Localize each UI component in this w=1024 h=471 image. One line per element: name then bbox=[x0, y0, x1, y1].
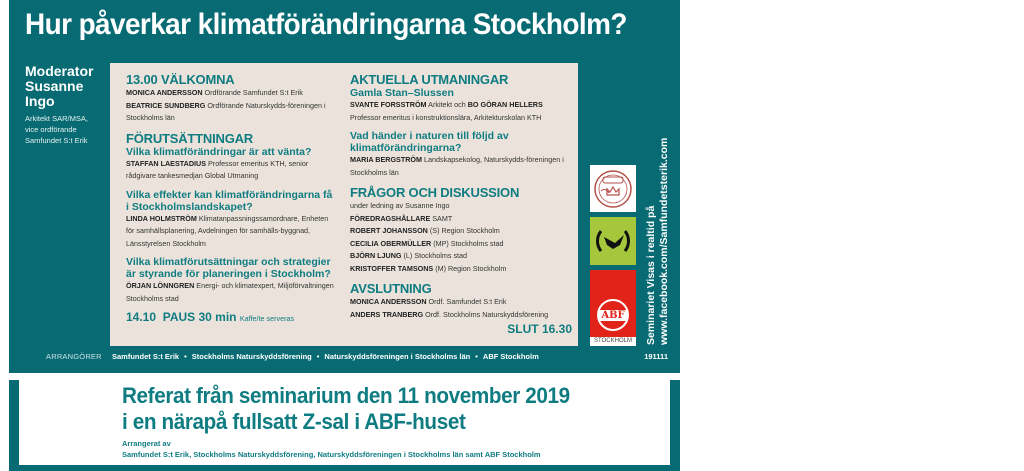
speaker-entry bbox=[350, 296, 572, 309]
organizer-item: ABF Stockholm bbox=[482, 352, 539, 361]
report-title-line: i en närapå fullsatt Z-sal i ABF-huset bbox=[122, 409, 466, 434]
panel-name: KRISTOFFER TAMSONS bbox=[350, 263, 434, 273]
organizers-bar bbox=[9, 352, 680, 368]
moderator-block bbox=[25, 64, 115, 146]
moderator-desc-line: Samfundet S:t Erik bbox=[25, 136, 88, 145]
arranged-organizers: Samfundet S:t Erik, Stockholms Naturskyddsförening, Naturskyddsföreningen i Stockholms län samt ABF Stockholm bbox=[122, 450, 541, 459]
panel-entry bbox=[350, 263, 572, 276]
panel-role: (M) Region Stockholm bbox=[435, 263, 507, 273]
panel-entry bbox=[350, 250, 572, 263]
pause-note: Kaffe/te serveras bbox=[239, 314, 295, 323]
moderator-firstname: Susanne bbox=[25, 78, 84, 94]
speaker-entry bbox=[126, 158, 336, 183]
moderator-lastname: Ingo bbox=[25, 93, 55, 109]
panel-role: (MP) Stockholms stad bbox=[433, 238, 504, 248]
speaker-name: MONICA ANDERSSON bbox=[350, 297, 427, 306]
prerequisites-heading: FÖRUTSÄTTNINGAR bbox=[126, 130, 253, 146]
panel-name: ROBERT JOHANSSON bbox=[350, 226, 428, 235]
topic-question: Vilka klimatförutsättningar och strategier är styrande för planeringen i Stockholm? bbox=[126, 256, 331, 280]
speaker-name: STAFFAN LAESTADIUS bbox=[126, 158, 206, 168]
moderator-description bbox=[25, 113, 115, 146]
panel-entry bbox=[350, 238, 572, 251]
program-column-left bbox=[126, 72, 336, 324]
speaker-name: MARIA BERGSTRÖM bbox=[350, 155, 423, 164]
abf-text: ABF bbox=[601, 309, 625, 321]
speaker-entry bbox=[126, 87, 336, 100]
topic-question: Vilka effekter kan klimatförändringarna få i Stockholmslandskapet? bbox=[126, 188, 333, 213]
organizer-item: Stockholms Naturskyddsförening bbox=[191, 352, 312, 361]
samfundet-st-erik-logo bbox=[590, 165, 636, 212]
speaker-role: Professor emeritus i konstruktionslära, Arkitekturskolan KTH bbox=[350, 112, 542, 122]
report-title-line: Referat från seminarium den 11 november 2019 bbox=[122, 383, 570, 408]
poster-title: Hur påverkar klimatförändringarna Stockholm? bbox=[25, 8, 627, 41]
report-banner bbox=[9, 380, 680, 471]
speaker-role: Landskapsekolog, Naturskydds-föreningen i Stockholms län bbox=[350, 155, 564, 177]
speaker-role: Ordförande Naturskydds-föreningen i Stockholms län bbox=[126, 100, 326, 122]
separator-dot: • bbox=[316, 352, 320, 361]
speakers-label: FÖREDRAGSHÅLLARE bbox=[350, 213, 431, 223]
moderator-label: Moderator bbox=[25, 63, 94, 79]
speaker-entry bbox=[126, 100, 336, 125]
welcome-heading: 13.00 VÄLKOMNA bbox=[126, 72, 235, 87]
pause-label: PAUS 30 min bbox=[162, 310, 237, 324]
topic-question: Gamla Stan–Slussen bbox=[350, 87, 454, 99]
speaker-role: Professor emeritus KTH, senior rådgivare tankesmedjan Global Utmaning bbox=[126, 158, 309, 180]
speaker-entry bbox=[350, 99, 572, 124]
speaker-role: Energi- och klimatexpert, Miljöförvaltningen Stockholms stad bbox=[126, 281, 334, 303]
topic-question: Vad händer i naturen till följd av klimatförändringarna? bbox=[350, 130, 509, 154]
topic-question: Vilka klimatförändringar är att vänta? bbox=[126, 145, 312, 158]
speaker-role: Ordf. Stockholms Naturskyddsförening bbox=[425, 309, 549, 319]
naturskyddsforeningen-logo bbox=[590, 217, 636, 265]
speaker-name: LINDA HOLMSTRÖM bbox=[126, 213, 197, 223]
organizers-label: ARRANGÖRER bbox=[46, 352, 102, 361]
organizers-list bbox=[112, 352, 539, 361]
pause-line bbox=[126, 310, 336, 324]
speaker-role: Klimatanpassningssamordnare, Enheten för samhällsplanering, Avdelningen för samhälls-byggnad, Länsstyrelsen Stockholm bbox=[126, 213, 329, 248]
livestream-notice bbox=[645, 115, 671, 345]
separator-dot: • bbox=[184, 352, 187, 361]
speaker-name: ÖRJAN LÖNNGREN bbox=[126, 281, 195, 290]
program-box bbox=[110, 63, 578, 346]
organizer-item: Samfundet S:t Erik bbox=[112, 352, 180, 361]
report-content bbox=[19, 380, 670, 465]
bird-icon bbox=[593, 221, 633, 261]
panel-entry bbox=[350, 225, 572, 238]
closing-heading: AVSLUTNING bbox=[350, 281, 432, 296]
arranged-label: Arrangerat av bbox=[122, 439, 171, 448]
speaker-name: BO GÖRAN HELLERS bbox=[467, 100, 543, 109]
abf-circle-icon bbox=[597, 299, 629, 331]
report-title bbox=[122, 383, 570, 435]
seminar-poster bbox=[9, 0, 680, 373]
discussion-heading: FRÅGOR OCH DISKUSSION bbox=[350, 185, 520, 200]
date-code: 191111 bbox=[644, 352, 668, 361]
speaker-name: SVANTE FORSSTRÖM bbox=[350, 100, 427, 109]
facebook-link[interactable]: www.facebook.com/Samfundetsterik.com bbox=[658, 137, 670, 345]
speaker-name: MONICA ANDERSSON bbox=[126, 88, 203, 97]
panel-role: (S) Region Stockholm bbox=[429, 226, 500, 235]
crown-seal-icon bbox=[593, 169, 633, 209]
speaker-name: BEATRICE SUNDBERG bbox=[126, 100, 206, 110]
abf-subtitle: STOCKHOLM bbox=[590, 337, 636, 346]
speaker-entry bbox=[126, 213, 336, 251]
program-column-right bbox=[350, 72, 572, 336]
abf-logo bbox=[590, 270, 636, 346]
arranged-by bbox=[122, 438, 541, 460]
moderator-desc-line: vice ordförande bbox=[25, 125, 77, 134]
panel-role: (L) Stockholms stad bbox=[403, 251, 468, 260]
pause-time: 14.10 bbox=[126, 310, 157, 324]
end-time: SLUT 16.30 bbox=[507, 322, 572, 336]
speaker-entry bbox=[350, 154, 572, 179]
speaker-role: Arkitekt och bbox=[428, 100, 466, 109]
challenges-heading: AKTUELLA UTMANINGAR bbox=[350, 72, 509, 87]
speakers-line bbox=[350, 213, 572, 226]
panel-name: CECILIA OBERMÜLLER bbox=[350, 238, 432, 248]
speakers-suffix: SAMT bbox=[432, 213, 453, 223]
speaker-role: Ordf. Samfundet S:t Erik bbox=[428, 297, 507, 306]
speaker-entry bbox=[350, 309, 572, 322]
organizer-item: Naturskyddsföreningen i Stockholms län bbox=[324, 352, 471, 361]
panel-name: BJÖRN LJUNG bbox=[350, 251, 402, 260]
livestream-text: Seminariet Visas i realtid på bbox=[645, 205, 657, 345]
speaker-entry bbox=[126, 280, 336, 305]
discussion-lead: under ledning av Susanne Ingo bbox=[350, 201, 450, 210]
separator-dot: • bbox=[475, 352, 478, 361]
speaker-name: ANDERS TRANBERG bbox=[350, 309, 424, 319]
moderator-desc-line: Arkitekt SAR/MSA, bbox=[25, 114, 88, 123]
speaker-role: Ordförande Samfundet S:t Erik bbox=[204, 88, 303, 97]
